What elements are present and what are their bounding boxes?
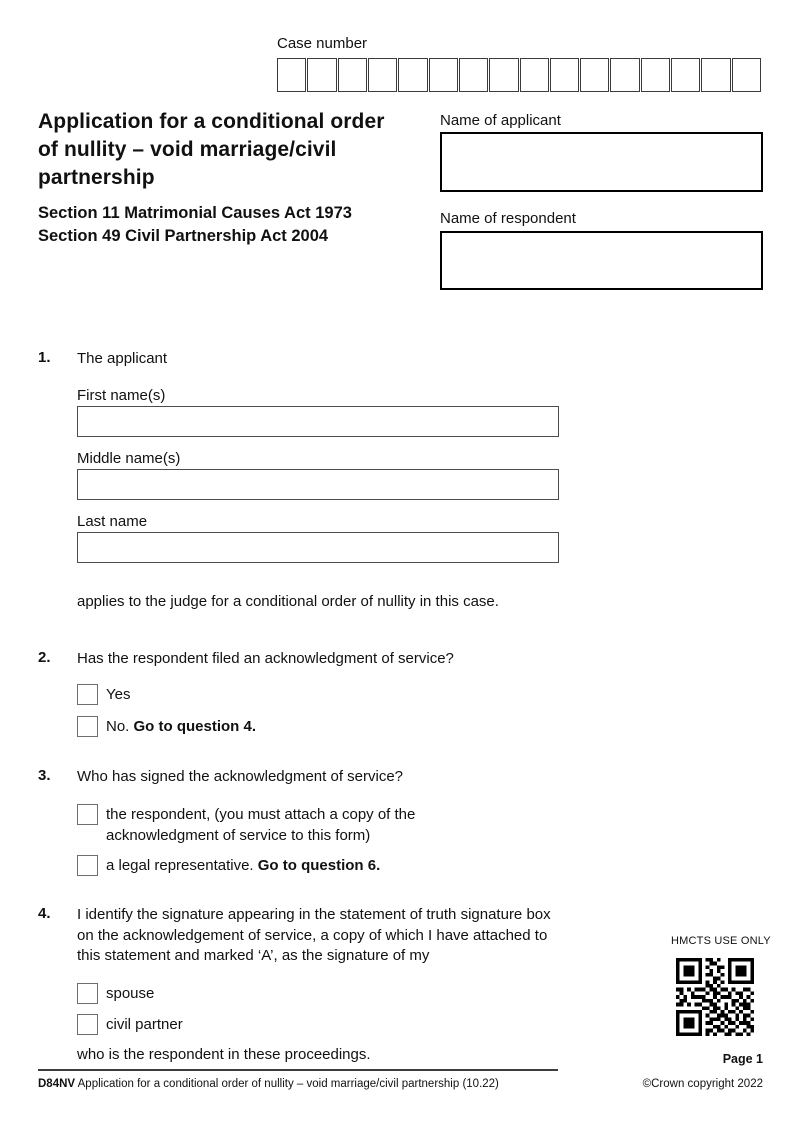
case-number-cell[interactable] [338,58,367,92]
case-number-cell[interactable] [671,58,700,92]
case-number-cell[interactable] [701,58,730,92]
respondent-name-box[interactable] [440,231,763,290]
q4-option-spouse [77,983,154,1005]
case-number-cell[interactable] [580,58,609,92]
civil-partner-checkbox[interactable] [77,1014,98,1035]
q4-option-civil-partner [77,1014,183,1036]
form-code: D84NV [38,1078,76,1090]
page-subtitle [38,202,352,248]
question-1-closing: applies to the judge for a conditional order of nullity in this case. [77,593,499,610]
yes-checkbox[interactable] [77,684,98,705]
q3-option-legal-representative [77,855,380,877]
footer-copyright: ©Crown copyright 2022 [642,1078,763,1090]
spouse-label: spouse [106,985,155,1002]
page-number: Page 1 [722,1052,763,1066]
case-number-cell[interactable] [368,58,397,92]
question-1-number: 1. [38,349,51,366]
middle-name-label: Middle name(s) [77,450,181,467]
applicant-name-box[interactable] [440,132,763,192]
case-number-cell[interactable] [459,58,488,92]
case-number-cell[interactable] [550,58,579,92]
form-title-footer: Application for a conditional order of nullity – void marriage/civil partnership (10.22) [75,1078,499,1090]
case-number-label: Case number [277,35,368,52]
question-3-text: Who has signed the acknowledgment of service? [77,768,404,785]
question-4-text: I identify the signature appearing in the statement of truth signature box on the acknowledgement of service, a copy of which I have attached to this statement and marked ‘A’, as the signature of my [77,906,551,964]
case-number-cell[interactable] [641,58,670,92]
question-2-text: Has the respondent filed an acknowledgment of service? [77,650,454,667]
case-number-cell[interactable] [429,58,458,92]
last-name-label: Last name [77,513,148,530]
no-label: No. Go to question 4. [106,718,257,735]
hmcts-use-only-label: HMCTS USE ONLY [671,935,771,947]
last-name-input[interactable] [77,532,559,563]
footer-divider [38,1069,558,1071]
q2-option-no [77,716,256,738]
question-3-number: 3. [38,767,51,784]
case-number-cell[interactable] [732,58,761,92]
respondent-signed-checkbox[interactable] [77,804,98,825]
case-number-cell[interactable] [398,58,427,92]
case-number-cell[interactable] [277,58,306,92]
middle-name-input[interactable] [77,469,559,500]
qr-code-icon [676,957,754,1037]
legal-representative-checkbox[interactable] [77,855,98,876]
question-4-closing: who is the respondent in these proceedings. [77,1046,371,1063]
case-number-cell[interactable] [307,58,336,92]
case-number-cell[interactable] [610,58,639,92]
no-checkbox[interactable] [77,716,98,737]
question-2-number: 2. [38,649,51,666]
page-title-line: of nullity – void marriage/civil [38,138,337,161]
page-title [38,108,385,192]
case-number-cell[interactable] [520,58,549,92]
footer-form-reference [38,1078,499,1090]
case-number-cell[interactable] [489,58,518,92]
q3-option-respondent [77,804,444,846]
first-name-label: First name(s) [77,387,166,404]
first-name-input[interactable] [77,406,559,437]
page-title-line: Application for a conditional order [38,110,385,133]
page-title-line: partnership [38,166,155,189]
civil-partner-label: civil partner [106,1016,183,1033]
yes-label: Yes [106,686,131,703]
legal-representative-label: a legal representative. Go to question 6. [106,857,381,874]
question-4-number: 4. [38,905,51,922]
page-subtitle-line: Section 49 Civil Partnership Act 2004 [38,227,329,245]
respondent-name-label: Name of respondent [440,210,576,227]
page-subtitle-line: Section 11 Matrimonial Causes Act 1973 [38,204,352,222]
respondent-signed-label: the respondent, (you must attach a copy of the acknowledgment of service to this form) [106,806,416,844]
question-1-text: The applicant [77,350,168,367]
applicant-name-label: Name of applicant [440,112,561,129]
q2-option-yes [77,684,130,706]
spouse-checkbox[interactable] [77,983,98,1004]
case-number-grid [277,58,761,92]
